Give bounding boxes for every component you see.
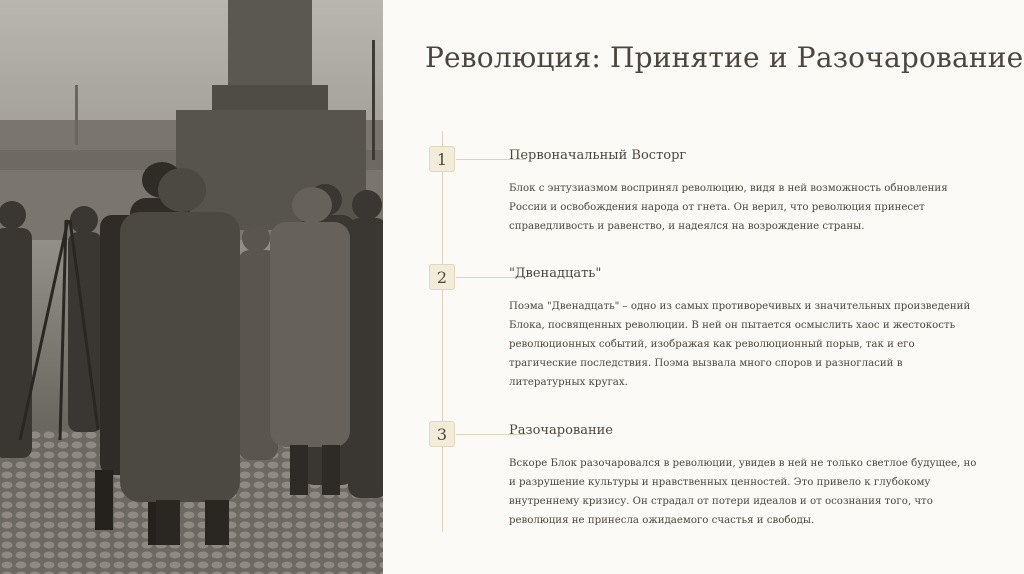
step-description: Блок с энтузиазмом воспринял революцию, видя в ней возможность обновления России и освобождения народа от гнета. Он верил, что революция принесет справедливость и равенство, и надеялся на возрождение страны. <box>509 183 948 232</box>
soldiers-photo-icon <box>0 0 383 574</box>
step-title: Первоначальный Восторг <box>509 148 687 163</box>
step-description: Поэма "Двенадцать" – одно из самых противоречивых и значительных произведений Блока, посвященных революции. В ней он пытается осмыслить хаос и жестокость революционных событий, изображая как революционный порыв, так и его трагические последствия. Поэма вызвала много споров и разногласий в литературных кругах. <box>509 301 971 388</box>
timeline-line <box>442 131 443 532</box>
step-number-badge: 2 <box>429 264 455 290</box>
step-number-badge: 3 <box>429 421 455 447</box>
step-title: Разочарование <box>509 423 613 438</box>
step-title: "Двенадцать" <box>509 266 602 281</box>
historical-photo <box>0 0 383 574</box>
page-title: Революция: Принятие и Разочарование <box>425 41 1024 74</box>
step-number-badge: 1 <box>429 146 455 172</box>
step-description: Вскоре Блок разочаровался в революции, увидев в ней не только светлое будущее, но и разрушение культуры и нравственных ценностей. Это привело к глубокому внутреннему кризису. Он страдал от потери идеалов и от осознания того, что революция не принесла ожидаемого счастья и свободы. <box>509 458 977 526</box>
